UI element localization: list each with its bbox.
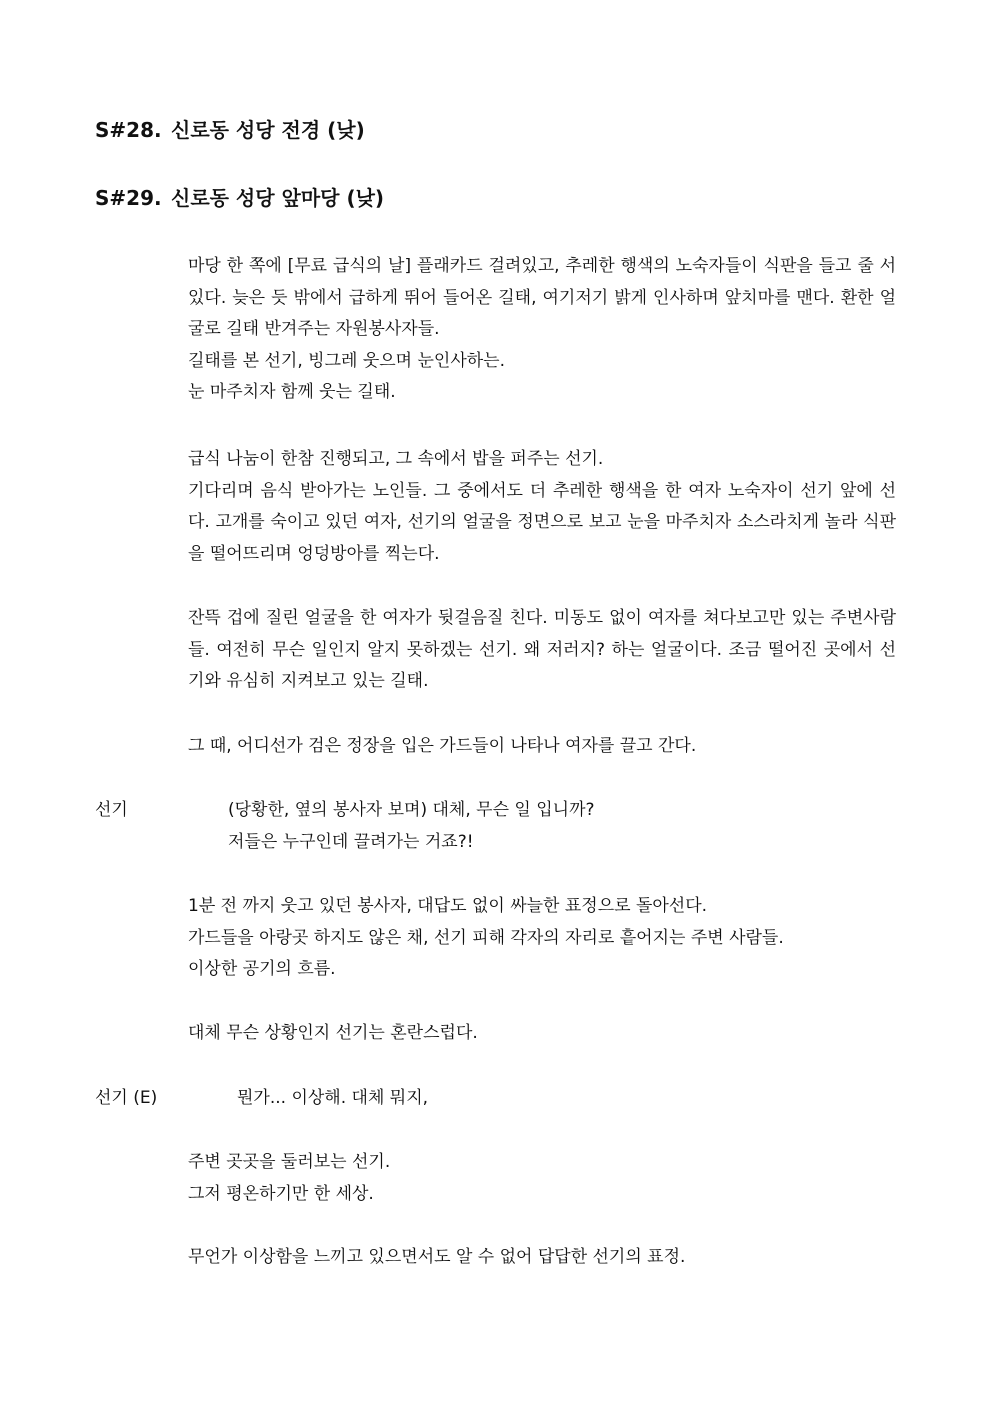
action-line: 급식 나눔이 한참 진행되고, 그 속에서 밥을 퍼주는 선기. bbox=[188, 449, 604, 469]
action-line: 길태를 본 선기, 빙그레 웃으며 눈인사하는. bbox=[188, 350, 506, 371]
scene-title: 신로동 성당 앞마당 (낮) bbox=[171, 186, 385, 210]
action-paragraph: 기다리며 음식 받아가는 노인들. 그 중에서도 더 추레한 행색을 한 여자 노숙자이 선기 앞에 선다. 고개를 숙이고 있던 여자, 선기의 얼굴을 정면으로 보고 눈을 마주치자 소스라치게 놀라 식판을 떨어뜨리며 엉덩방아를 찍는다. bbox=[188, 480, 896, 564]
dialogue-block-2 bbox=[237, 1083, 428, 1115]
action-block-8 bbox=[188, 1242, 896, 1274]
scene-number: S#28. bbox=[95, 118, 162, 142]
action-line: 주변 곳곳을 둘러보는 선기. bbox=[188, 1152, 391, 1172]
action-block-2 bbox=[188, 444, 896, 570]
scene-number: S#29. bbox=[95, 186, 162, 210]
dialogue-line: (당황한, 옆의 봉사자 보며) 대체, 무슨 일 입니까? bbox=[228, 800, 595, 820]
action-line: 가드들을 아랑곳 하지도 않은 채, 선기 피해 각자의 자리로 흩어지는 주변 사람들. bbox=[188, 927, 784, 948]
action-block-4 bbox=[188, 731, 896, 763]
action-line: 1분 전 까지 웃고 있던 봉사자, 대답도 없이 싸늘한 표정으로 돌아선다. bbox=[188, 896, 708, 916]
dialogue-block-1 bbox=[228, 795, 595, 858]
scene-title: 신로동 성당 전경 (낮) bbox=[171, 118, 365, 142]
action-line: 대체 무슨 상황인지 선기는 혼란스럽다. bbox=[188, 1023, 478, 1043]
action-paragraph: 마당 한 쪽에 [무료 급식의 날] 플래카드 걸려있고, 추레한 행색의 노숙자들이 식판을 들고 줄 서 있다. 늦은 듯 밖에서 급하게 뛰어 들어온 길태, 여기저기 밝게 인사하며 앞치마를 맨다. 환한 얼굴로 길태 반겨주는 자원봉사자들. bbox=[188, 256, 896, 339]
dialogue-line: 저들은 누구인데 끌려가는 거죠?! bbox=[228, 831, 474, 852]
scene-heading-29 bbox=[95, 184, 384, 212]
action-line: 그저 평온하기만 한 세상. bbox=[188, 1183, 374, 1204]
action-block-1 bbox=[188, 251, 896, 409]
character-name: 선기 bbox=[95, 800, 128, 820]
action-block-7 bbox=[188, 1147, 896, 1210]
scene-heading-28 bbox=[95, 116, 365, 144]
action-block-5 bbox=[188, 891, 896, 986]
character-name: 선기 (E) bbox=[95, 1088, 158, 1108]
action-line: 눈 마주치자 함께 웃는 길태. bbox=[188, 382, 396, 402]
action-line: 그 때, 어디선가 검은 정장을 입은 가드들이 나타나 여자를 끌고 간다. bbox=[188, 736, 697, 756]
action-paragraph: 잔뜩 겁에 질린 얼굴을 한 여자가 뒷걸음질 친다. 미동도 없이 여자를 쳐다보고만 있는 주변사람들. 여전히 무슨 일인지 알지 못하겠는 선기. 왜 저러지? 하는 얼굴이다. 조금 떨어진 곳에서 선기와 유심히 지켜보고 있는 길태. bbox=[188, 608, 896, 691]
action-block-3 bbox=[188, 603, 896, 698]
action-line: 이상한 공기의 흐름. bbox=[188, 959, 336, 979]
dialogue-line: 뭔가... 이상해. 대체 뭐지, bbox=[237, 1088, 429, 1108]
action-block-6 bbox=[188, 1018, 896, 1050]
action-line: 무언가 이상함을 느끼고 있으면서도 알 수 없어 답답한 선기의 표정. bbox=[188, 1247, 686, 1267]
